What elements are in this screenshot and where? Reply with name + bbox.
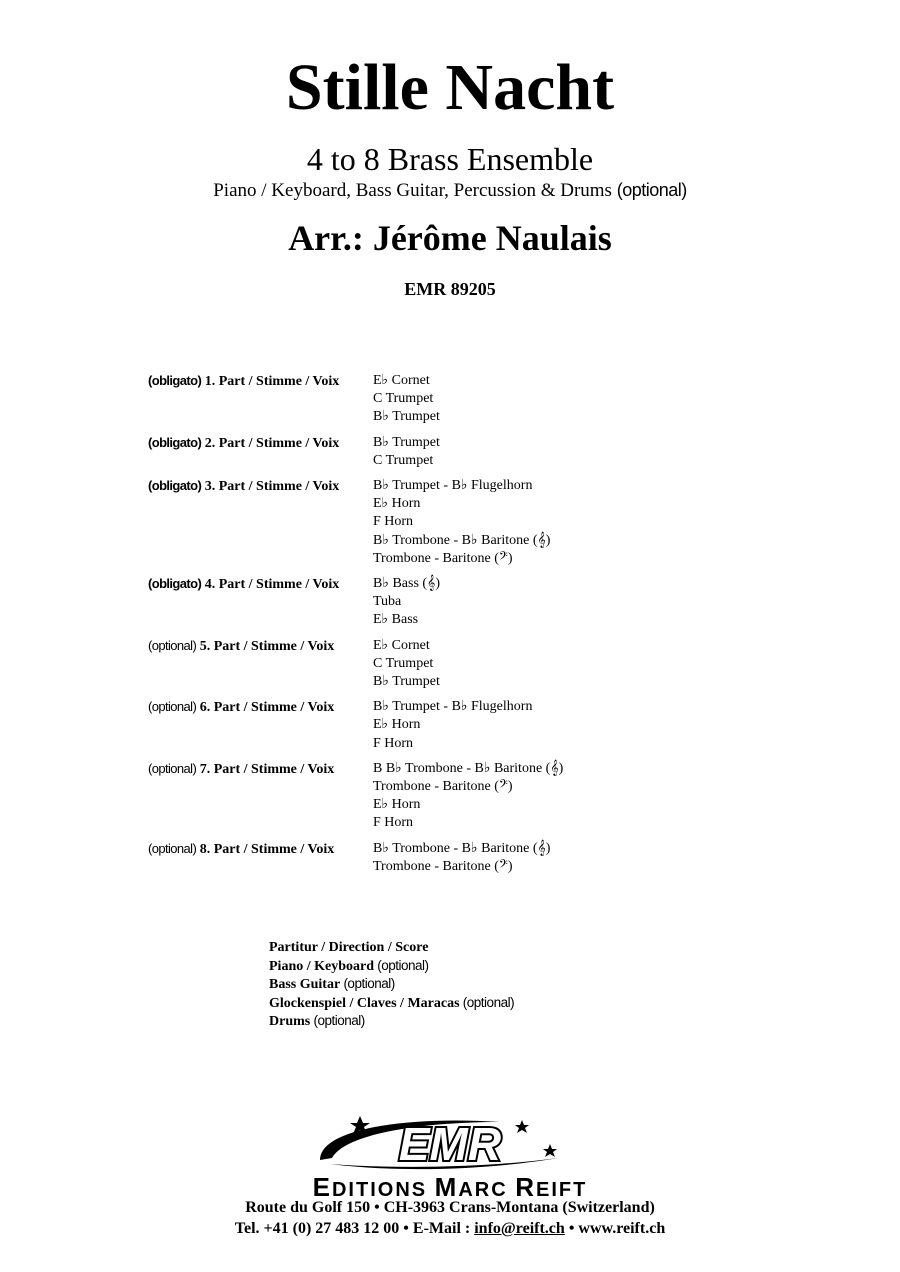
score-item <box>269 994 514 1013</box>
part-heading <box>148 637 373 692</box>
part-heading <box>148 760 373 833</box>
page-title: Stille Nacht <box>285 51 615 124</box>
part-instruments <box>373 575 440 630</box>
part-row <box>148 637 708 692</box>
instrument-item: C Trumpet <box>373 391 434 407</box>
score-item-label: Bass Guitar <box>269 977 341 992</box>
score-list <box>269 938 514 1031</box>
arranger: Arr.: Jérôme Naulais <box>288 218 612 258</box>
score-item-label: Drums <box>269 1014 311 1029</box>
score-item <box>269 1012 514 1031</box>
star-icon <box>515 1120 529 1133</box>
instrument-item: E♭ Horn <box>373 797 421 813</box>
publisher-word: DITIONS <box>331 1179 435 1201</box>
part-row <box>148 477 708 568</box>
score-item <box>269 975 514 994</box>
part-label: 6. Part / Stimme / Voix <box>196 700 335 716</box>
publisher-initial: E <box>312 1172 332 1202</box>
instrument-item: E♭ Cornet <box>373 637 430 653</box>
part-instruments <box>373 840 550 876</box>
publisher-initial: R <box>515 1172 536 1202</box>
instrument-item: C Trumpet <box>373 452 434 468</box>
part-instruments <box>373 434 440 470</box>
part-heading <box>148 698 373 753</box>
part-row <box>148 372 708 427</box>
instruments-optional: (optional) <box>616 180 687 200</box>
instruments-main: Piano / Keyboard, Bass Guitar, Percussion & Drums <box>213 180 617 201</box>
part-row <box>148 760 708 833</box>
instrument-item: B♭ Trumpet - B♭ Flugelhorn <box>373 478 533 494</box>
instrument-item: F Horn <box>373 735 414 751</box>
part-status: (optional) <box>148 760 197 776</box>
score-item-optional: (optional) <box>310 1013 365 1028</box>
instruments-line <box>0 178 900 203</box>
instrument-item: Trombone - Baritone (𝄢) <box>373 550 513 566</box>
score-item-optional: (optional) <box>340 976 395 991</box>
part-status: (optional) <box>148 699 197 715</box>
instrument-item: B♭ Trumpet <box>373 674 440 690</box>
part-label: 4. Part / Stimme / Voix <box>201 577 340 593</box>
part-status: (optional) <box>148 637 197 653</box>
part-instruments <box>373 698 532 753</box>
part-status: (optional) <box>148 840 197 856</box>
instrument-item: E♭ Cornet <box>373 373 430 388</box>
catalog-number: EMR 89205 <box>404 279 496 299</box>
score-item-optional: (optional) <box>374 957 429 973</box>
part-row <box>148 434 708 470</box>
part-heading <box>148 372 373 427</box>
part-row <box>148 840 708 876</box>
publisher-initial: M <box>434 1172 459 1202</box>
instrument-item: F Horn <box>373 815 414 831</box>
part-heading <box>148 477 373 568</box>
instrument-item: F Horn <box>373 514 414 530</box>
logo-text: EMR <box>398 1118 502 1170</box>
part-heading <box>148 434 373 470</box>
score-item-label: Glockenspiel / Claves / Maracas <box>269 995 460 1011</box>
contact-phone: Tel. +41 (0) 27 483 12 00 • E-Mail : <box>234 1220 475 1237</box>
emr-logo <box>300 1108 600 1178</box>
instrument-item: B♭ Trombone - B♭ Baritone (𝄞) <box>373 840 551 856</box>
part-heading <box>148 840 373 876</box>
part-label: 8. Part / Stimme / Voix <box>196 841 335 857</box>
part-instruments <box>373 637 440 692</box>
part-instruments <box>373 760 563 833</box>
instrument-item: E♭ Horn <box>373 717 421 733</box>
part-label: 7. Part / Stimme / Voix <box>196 761 335 777</box>
instrument-item: B♭ Trumpet <box>373 409 440 425</box>
part-row <box>148 575 708 630</box>
score-item <box>269 938 514 957</box>
part-status: (obligato) <box>148 373 202 388</box>
publisher-contact <box>0 1219 900 1239</box>
score-item-optional: (optional) <box>459 994 515 1010</box>
instrument-item: B♭ Trumpet - B♭ Flugelhorn <box>373 699 533 715</box>
part-status: (obligato) <box>148 434 202 450</box>
publisher-address: Route du Golf 150 • CH-3963 Crans-Montana (Switzerland) <box>245 1199 655 1216</box>
ensemble-subtitle: 4 to 8 Brass Ensemble <box>306 141 594 177</box>
score-item <box>269 957 514 976</box>
part-instruments <box>373 372 440 427</box>
instrument-item: B♭ Trumpet <box>373 434 440 450</box>
instrument-item: B B♭ Trombone - B♭ Baritone (𝄞) <box>373 760 564 776</box>
instrument-item: Trombone - Baritone (𝄢) <box>373 858 513 874</box>
part-status: (obligato) <box>148 478 202 494</box>
instrument-item: E♭ Horn <box>373 496 421 512</box>
instrument-item: E♭ Bass <box>373 612 419 628</box>
part-label: 1. Part / Stimme / Voix <box>201 374 340 389</box>
part-label: 2. Part / Stimme / Voix <box>201 435 340 451</box>
part-status: (obligato) <box>148 576 202 592</box>
instrument-item: B♭ Trombone - B♭ Baritone (𝄞) <box>373 532 551 548</box>
instrument-item: C Trumpet <box>373 655 434 671</box>
contact-website[interactable]: • www.reift.ch <box>564 1220 666 1237</box>
instrument-item: Trombone - Baritone (𝄢) <box>373 779 513 795</box>
part-row <box>148 698 708 753</box>
score-item-label: Piano / Keyboard <box>269 958 375 974</box>
part-heading <box>148 575 373 630</box>
part-label: 5. Part / Stimme / Voix <box>196 638 335 654</box>
publisher-word: EIFT <box>536 1179 588 1201</box>
email-link[interactable]: info@reift.ch <box>474 1220 565 1237</box>
star-icon <box>543 1144 557 1157</box>
instrument-item: Tuba <box>373 594 402 610</box>
part-instruments <box>373 477 550 568</box>
parts-list <box>148 372 708 883</box>
score-item-label: Partitur / Direction / Score <box>269 940 429 955</box>
publisher-word: ARC <box>458 1179 516 1201</box>
part-label: 3. Part / Stimme / Voix <box>201 479 340 495</box>
instrument-item: B♭ Bass (𝄞) <box>373 576 440 592</box>
